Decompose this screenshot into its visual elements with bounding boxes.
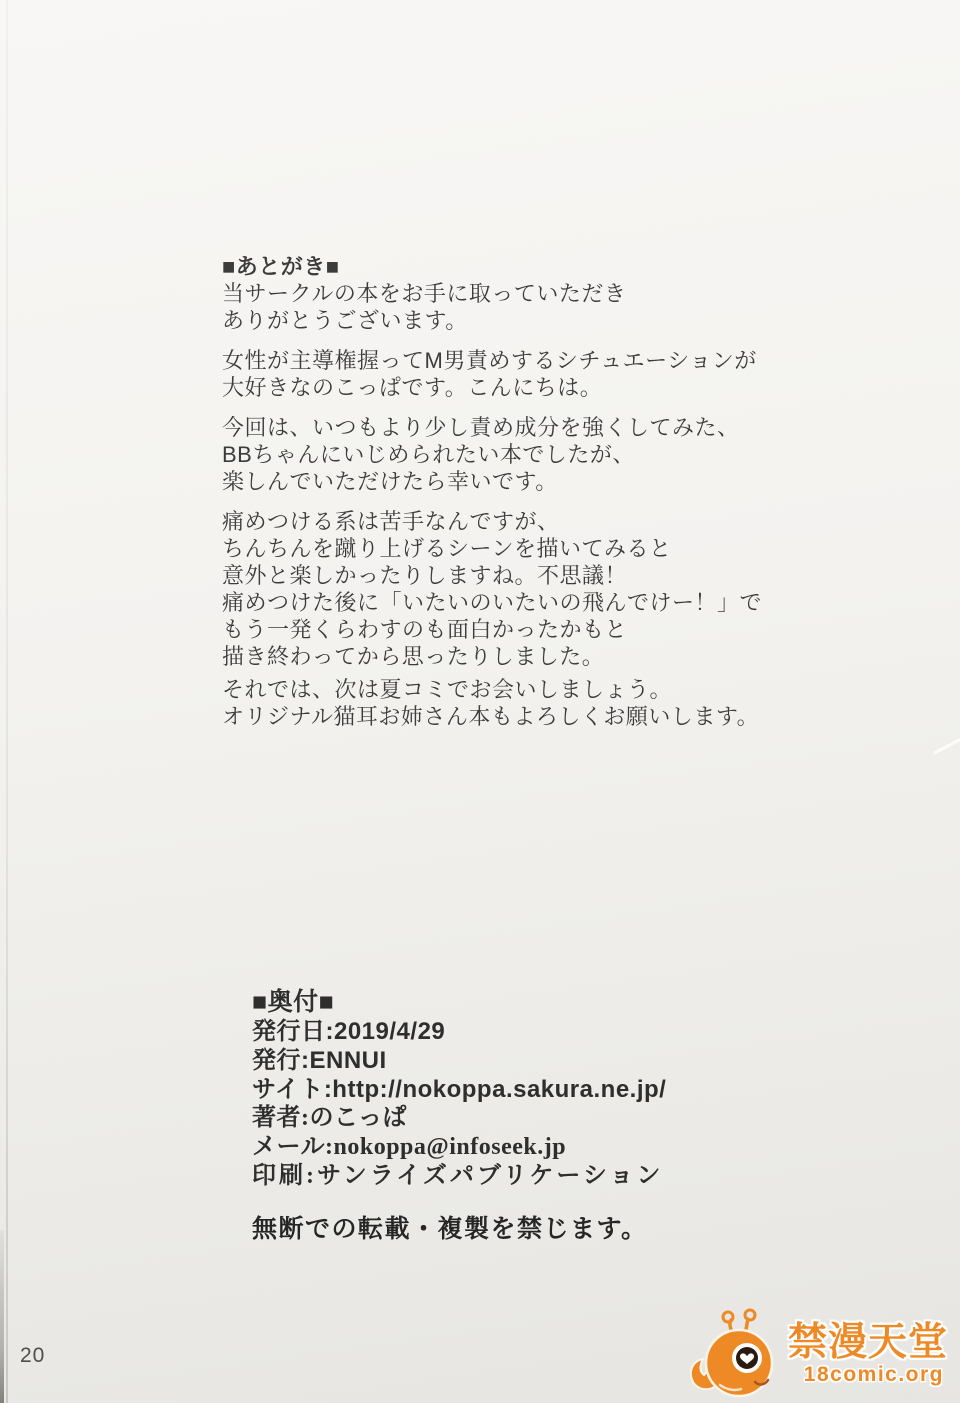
afterword-heading: ■あとがき■ (222, 254, 340, 279)
page-edge-shadow (6, 0, 8, 1403)
afterword-line: 痛めつけた後に「いたいのいたいの飛んでけー！」で (222, 590, 763, 615)
colophon-line-website: サイト:http://nokoppa.sakura.ne.jp/ (252, 1076, 667, 1103)
colophon-line-publish-date: 発行日:2019/4/29 (252, 1018, 446, 1045)
paper-crease (933, 724, 960, 755)
colophon-section (252, 988, 666, 1244)
afterword-line: オリジナル猫耳お姉さん本もよろしくお願いします。 (222, 704, 760, 729)
colophon-line-author: 著者:のこっぱ (252, 1105, 408, 1131)
colophon-line-email: メール:nokoppa@infoseek.jp (252, 1134, 567, 1160)
afterword-line: 大好きなのこっぱです。こんにちは。 (222, 375, 603, 400)
afterword-line: 今回は、いつもより少し責め成分を強くしてみた、 (222, 415, 740, 440)
afterword-line: 当サークルの本をお手に取っていただき (222, 281, 627, 306)
afterword-line: ちんちんを蹴り上げるシーンを描いてみると (222, 536, 672, 561)
afterword-line: それでは、次は夏コミでお会いしましょう。 (222, 677, 673, 702)
page-number: 20 (20, 1344, 46, 1367)
colophon-line-publisher: 発行:ENNUI (252, 1047, 387, 1074)
afterword-section (222, 253, 762, 743)
afterword-line: もう一発くらわすのも面白かったかもと (222, 617, 628, 642)
afterword-line: ありがとうございます。 (222, 308, 468, 333)
afterword-line: 意外と楽しかったりしますね。不思議！ (222, 563, 628, 588)
afterword-line: BBちゃんにいじめられたい本でしたが、 (222, 442, 635, 467)
watermark-site-name: 禁漫天堂 (788, 1321, 949, 1364)
afterword-line: 楽しんでいただけたら幸いです。 (222, 469, 558, 494)
afterword-line: 描き終わってから思ったりしました。 (222, 644, 605, 669)
watermark (686, 1308, 948, 1400)
page-corner-shadow (0, 1230, 4, 1403)
watermark-site-url: 18comic.org (803, 1363, 945, 1386)
afterword-line: 痛めつける系は苦手なんですが、 (222, 509, 560, 534)
orange-whale-mascot-icon (686, 1308, 786, 1400)
reprint-notice: 無断での転載・複製を禁じます。 (252, 1216, 648, 1243)
colophon-line-printer: 印刷:サンライズパブリケーション (252, 1163, 664, 1189)
afterword-line: 女性が主導権握ってM男責めするシチュエーションが (222, 348, 757, 373)
colophon-heading: ■奥付■ (252, 988, 335, 1016)
